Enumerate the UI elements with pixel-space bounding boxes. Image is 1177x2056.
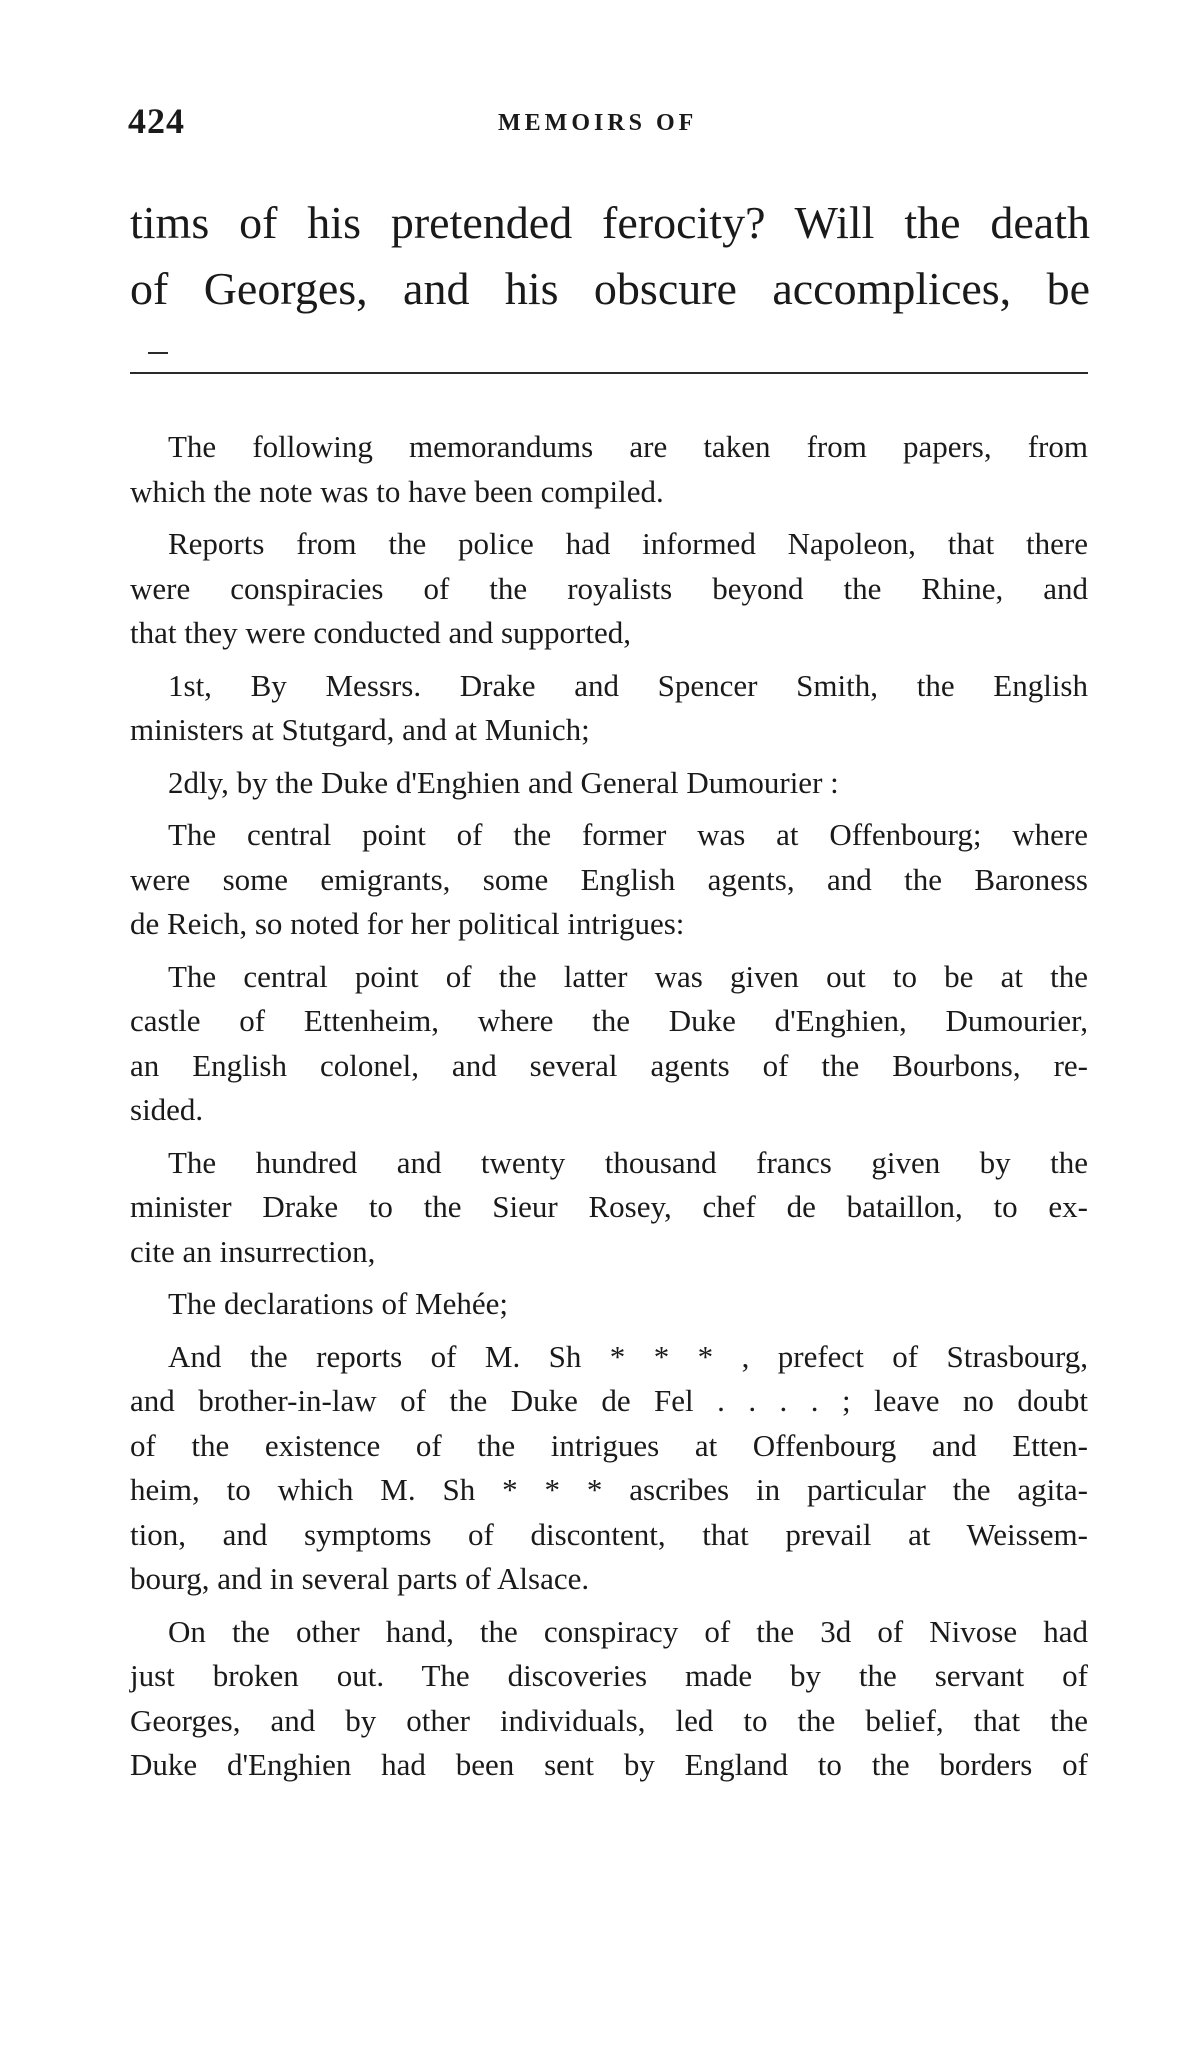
main-text-line: of Georges, and his obscure accomplices, be — [130, 263, 1090, 314]
footnote-line: And the reports of M. Sh * * * , prefect of Strasbourg, — [168, 1338, 1088, 1374]
footnote-paragraph — [130, 1141, 1088, 1275]
page-number: 424 — [128, 101, 185, 141]
footnote-line: The central point of the latter was given out to be at the — [168, 958, 1088, 994]
footnote-mark — [148, 352, 168, 354]
footnote-line: bourg, and in several parts of Alsace. — [130, 1561, 590, 1596]
footnote-line: Reports from the police had informed Napoleon, that there — [168, 526, 1088, 561]
footnote-line: de Reich, so noted for her political intrigues: — [130, 906, 685, 941]
footnote-line: The declarations of Mehée; — [168, 1286, 508, 1321]
footnote-line: 1st, By Messrs. Drake and Spencer Smith, the English — [168, 667, 1088, 703]
footnote-line: just broken out. The discoveries made by the servant of — [130, 1658, 1088, 1693]
footnote-line: and brother-in-law of the Duke de Fel . . . . ; leave no doubt — [130, 1383, 1088, 1418]
footnote-paragraph — [130, 1282, 1088, 1327]
footnote-paragraph — [130, 1335, 1088, 1602]
footnote-paragraph — [130, 813, 1088, 947]
main-text-line: tims of his pretended ferocity? Will the death — [130, 197, 1090, 248]
footnote-line: The hundred and twenty thousand francs given by the — [168, 1144, 1088, 1180]
footnote-line: minister Drake to the Sieur Rosey, chef de bataillon, to ex- — [130, 1189, 1088, 1224]
footnote-line: of the existence of the intrigues at Offenbourg and Etten- — [130, 1427, 1088, 1463]
footnote-line: The central point of the former was at Offenbourg; where — [168, 817, 1088, 852]
footnote-paragraph — [130, 664, 1088, 753]
footnote-line: sided. — [130, 1092, 204, 1127]
footnote — [130, 425, 1088, 1788]
footnote-line: tion, and symptoms of discontent, that prevail at Weissem- — [130, 1516, 1088, 1552]
footnote-paragraph — [130, 761, 1088, 806]
footnote-line: castle of Ettenheim, where the Duke d'Enghien, Dumourier, — [130, 1003, 1088, 1038]
footnote-line: that they were conducted and supported, — [130, 615, 631, 650]
main-text — [130, 190, 1090, 322]
footnote-line: Duke d'Enghien had been sent by England to the borders of — [130, 1747, 1088, 1782]
footnote-paragraph — [130, 425, 1088, 514]
footnote-line: cite an insurrection, — [130, 1233, 376, 1269]
footnote-paragraph — [130, 522, 1088, 656]
footnote-line: On the other hand, the conspiracy of the 3d of Nivose had — [168, 1613, 1088, 1649]
footnote-line: an English colonel, and several agents of the Bourbons, re- — [130, 1047, 1088, 1083]
footnote-line: heim, to which M. Sh * * * ascribes in particular the agita- — [130, 1472, 1088, 1507]
footnote-paragraph — [130, 1610, 1088, 1788]
page-header — [128, 100, 1088, 150]
footnote-line: which the note was to have been compiled. — [130, 473, 664, 509]
footnote-line: Georges, and by other individuals, led to the belief, that the — [130, 1702, 1088, 1738]
footnote-line: ministers at Stutgard, and at Munich; — [130, 712, 590, 747]
footnote-line: were some emigrants, some English agents, and the Baroness — [130, 861, 1088, 897]
running-title: MEMOIRS OF — [498, 110, 698, 136]
footnote-line: The following memorandums are taken from papers, from — [168, 429, 1088, 464]
footnote-line: were conspiracies of the royalists beyond the Rhine, and — [130, 570, 1088, 606]
footnote-divider — [130, 372, 1088, 374]
footnote-paragraph — [130, 955, 1088, 1133]
footnote-line: 2dly, by the Duke d'Enghien and General Dumourier : — [168, 764, 839, 800]
